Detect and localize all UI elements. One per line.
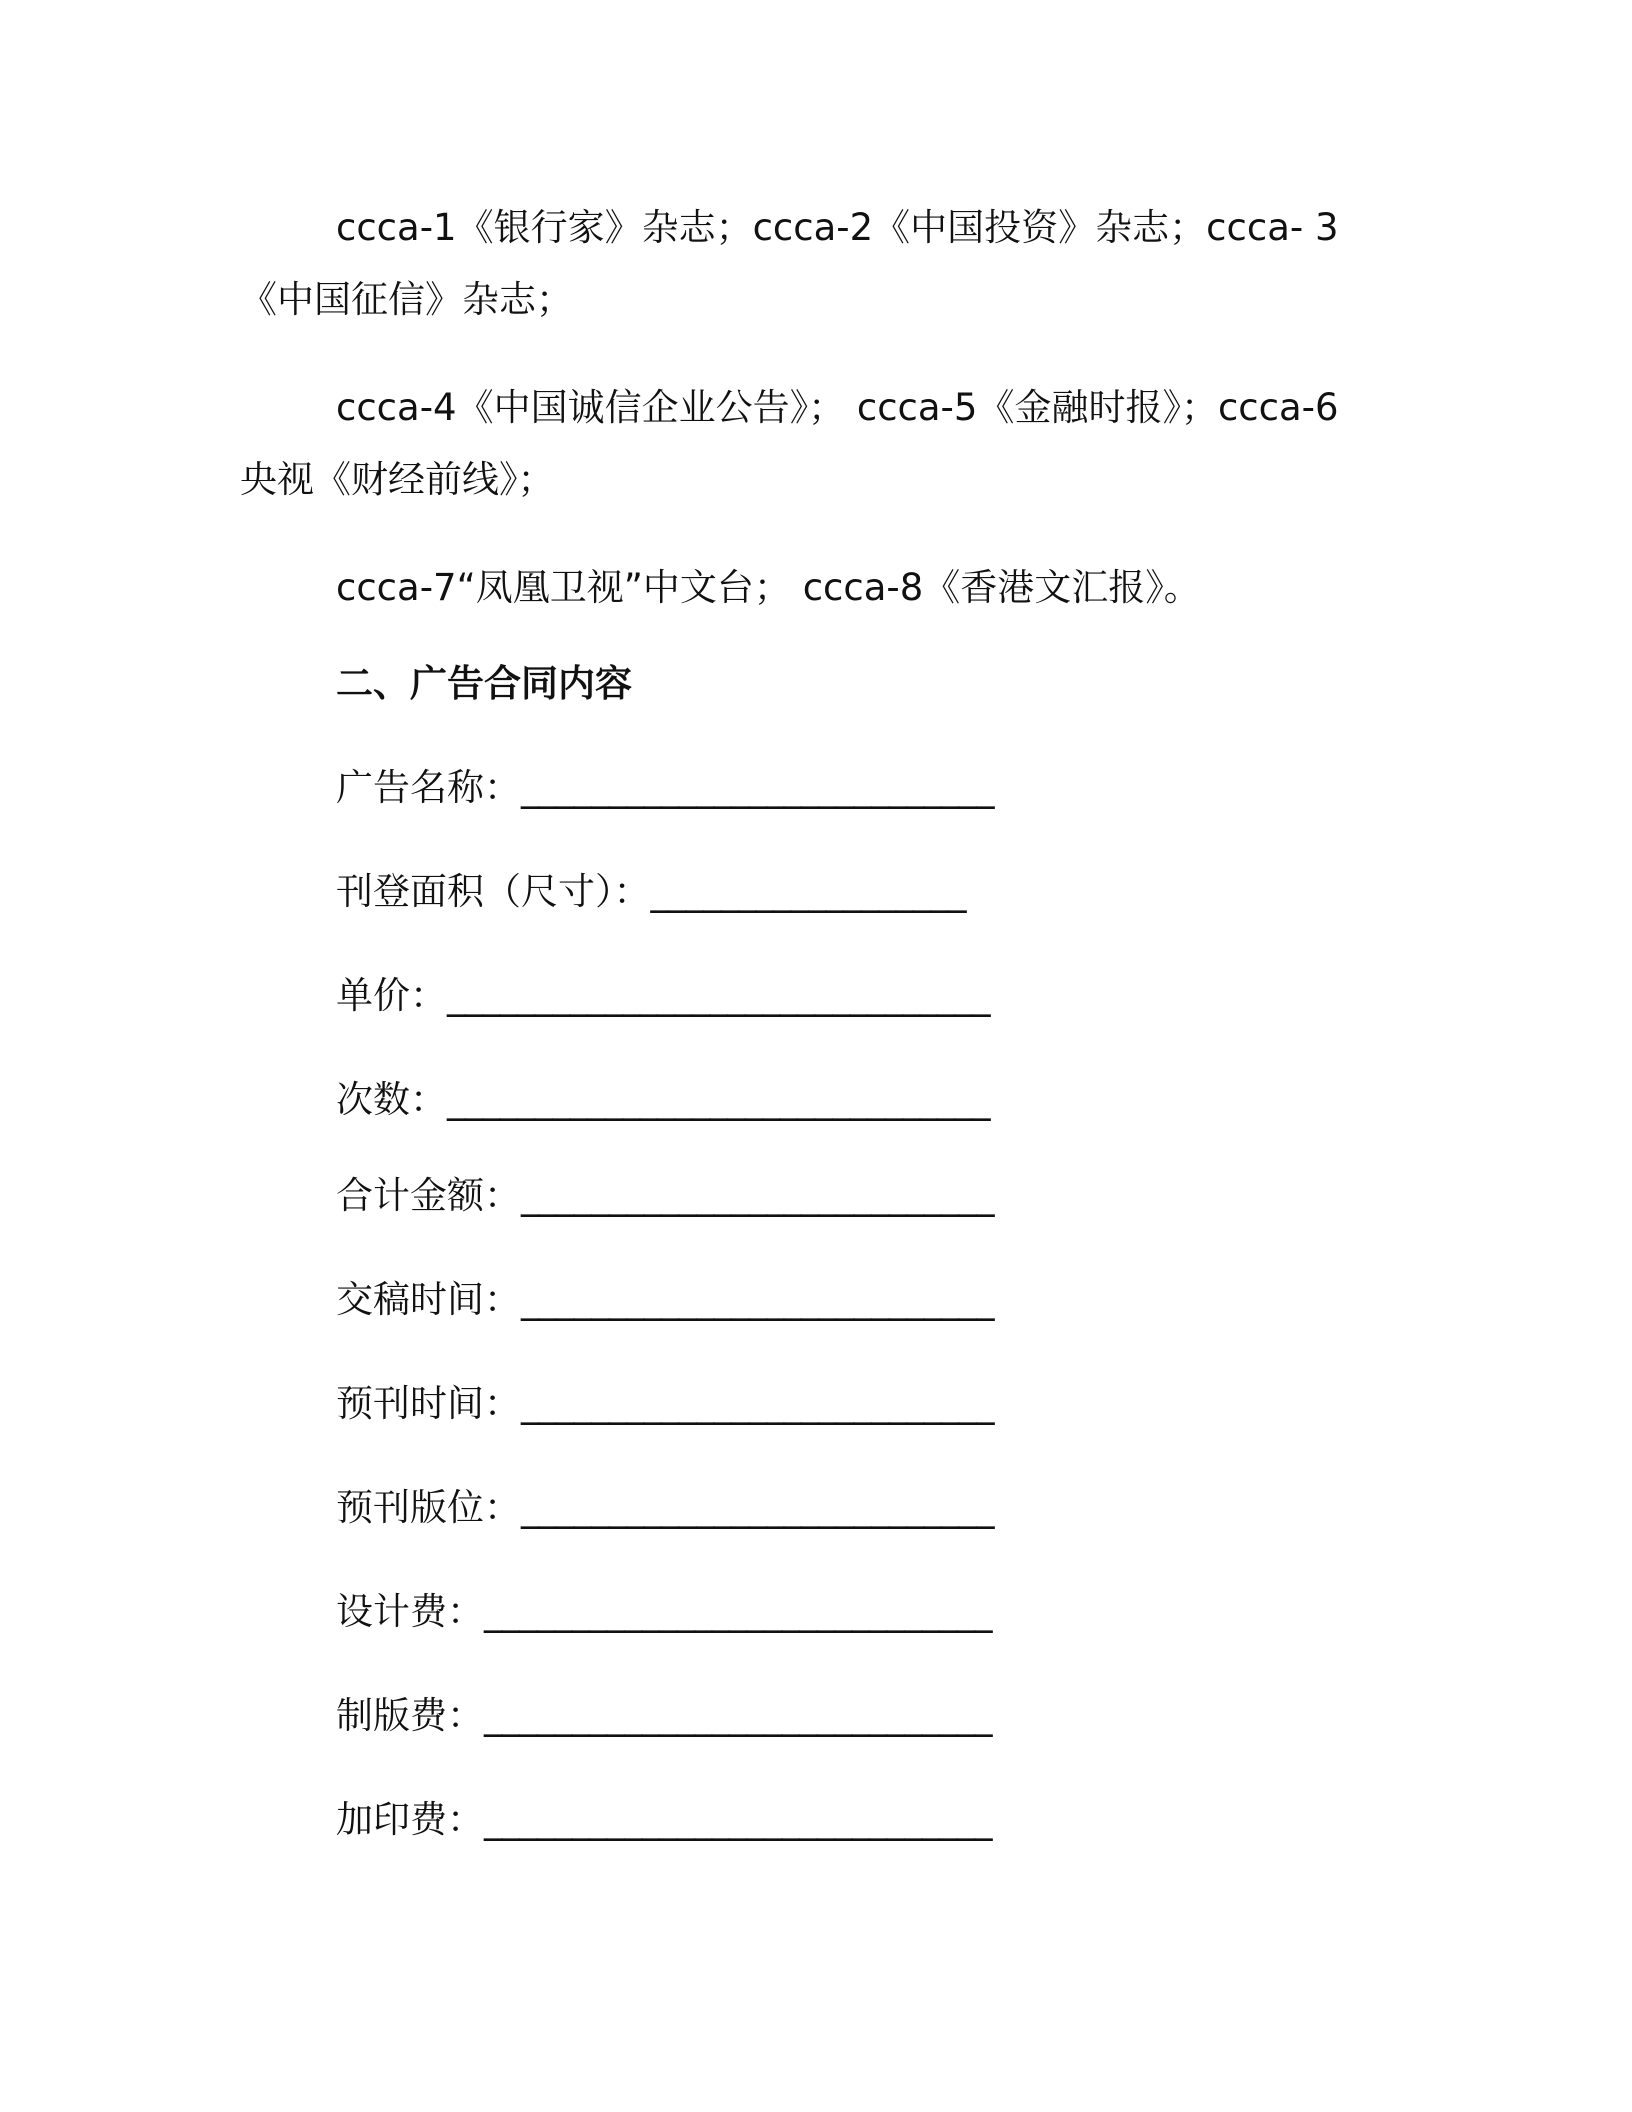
fill-in-blank: _____________________________ — [484, 1694, 992, 1737]
form-field-count — [336, 1074, 990, 1126]
field-label: 次数： — [336, 1078, 447, 1121]
field-label: 刊登面积（尺寸）： — [336, 870, 651, 913]
form-field-ad-name — [336, 762, 994, 814]
fill-in-blank: ___________________________ — [521, 1486, 994, 1529]
fill-in-blank: _____________________________ — [484, 1590, 992, 1633]
fill-in-blank: ___________________________ — [521, 1278, 994, 1321]
fill-in-blank: ___________________________ — [521, 1174, 994, 1217]
form-field-extra-print-fee — [336, 1794, 992, 1846]
field-label: 合计金额： — [336, 1174, 521, 1217]
form-field-ad-size — [336, 866, 966, 918]
form-field-layout-position — [336, 1482, 994, 1534]
media-list-paragraph-3: ccca-7“凤凰卫视”中文台； ccca-8《香港文汇报》。 — [336, 566, 1201, 609]
media-list-paragraph-2: ccca-4《中国诚信企业公告》； ccca-5《金融时报》；ccca-6央视《财经前线》； — [240, 386, 1339, 501]
form-field-plate-fee — [336, 1690, 992, 1742]
form-field-design-fee — [336, 1586, 992, 1638]
media-list-paragraph-1: ccca-1《银行家》杂志；ccca-2《中国投资》杂志；ccca- 3《中国征信》杂志； — [240, 206, 1339, 321]
field-label: 广告名称： — [336, 766, 521, 809]
form-field-submission-time — [336, 1274, 994, 1326]
field-label: 加印费： — [336, 1798, 484, 1841]
form-field-total-amount — [336, 1170, 994, 1222]
fill-in-blank: _____________________________ — [484, 1798, 992, 1841]
field-label: 预刊时间： — [336, 1382, 521, 1425]
form-field-publish-time — [336, 1378, 994, 1430]
fill-in-blank: ___________________________ — [521, 766, 994, 809]
field-label: 设计费： — [336, 1590, 484, 1633]
section-heading: 二、广告合同内容 — [336, 662, 632, 705]
field-label: 交稿时间： — [336, 1278, 521, 1321]
form-field-unit-price — [336, 970, 990, 1022]
field-label: 预刊版位： — [336, 1486, 521, 1529]
fill-in-blank: ___________________________ — [521, 1382, 994, 1425]
field-label: 单价： — [336, 974, 447, 1017]
fill-in-blank: _______________________________ — [447, 974, 990, 1017]
fill-in-blank: _______________________________ — [447, 1078, 990, 1121]
field-label: 制版费： — [336, 1694, 484, 1737]
fill-in-blank: __________________ — [650, 870, 966, 913]
